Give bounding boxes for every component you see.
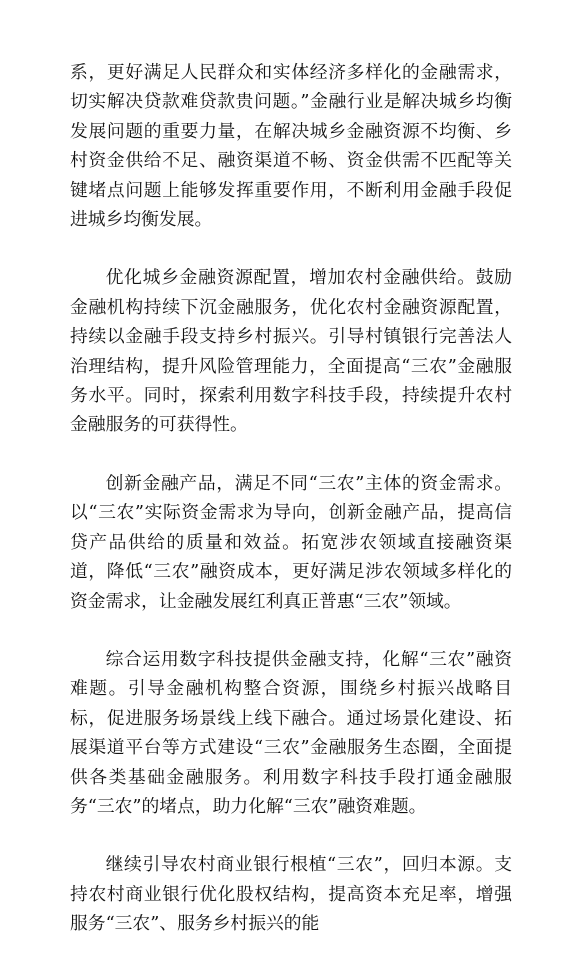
paragraph-4: 综合运用数字科技提供金融支持，化解“三农”融资难题。引导金融机构整合资源，围绕乡村振兴战略目标，促进服务场景线上线下融合。通过场景化建设、拓展渠道平台等方式建设“三农”金融服务生态圈，全面提供各类基础金融服务。利用数字科技手段打通金融服务“三农”的堵点，助力化解“三农”融资难题。	[70, 648, 512, 817]
paragraph-2: 优化城乡金融资源配置，增加农村金融供给。鼓励金融机构持续下沉金融服务，优化农村金融资源配置，持续以金融手段支持乡村振兴。引导村镇银行完善法人治理结构，提升风险管理能力，全面提高“三农”金融服务水平。同时，探索利用数字科技手段，持续提升农村金融服务的可获得性。	[70, 267, 512, 436]
paragraph-1: 系，更好满足人民群众和实体经济多样化的金融需求，切实解决贷款难贷款贵问题。”金融行业是解决城乡均衡发展问题的重要力量，在解决城乡金融资源不均衡、乡村资金供给不足、融资渠道不畅、资金供需不匹配等关键堵点问题上能够发挥重要作用，不断利用金融手段促进城乡均衡发展。	[70, 62, 512, 231]
paragraph-5: 继续引导农村商业银行根植“三农”，回归本源。支持农村商业银行优化股权结构，提高资本充足率，增强服务“三农”、服务乡村振兴的能	[70, 854, 512, 935]
document-body	[70, 58, 512, 968]
paragraph-3: 创新金融产品，满足不同“三农”主体的资金需求。以“三农”实际资金需求为导向，创新金融产品，提高信贷产品供给的质量和效益。拓宽涉农领域直接融资渠道，降低“三农”融资成本，更好满足涉农领域多样化的资金需求，让金融发展红利真正普惠“三农”领域。	[70, 472, 512, 612]
